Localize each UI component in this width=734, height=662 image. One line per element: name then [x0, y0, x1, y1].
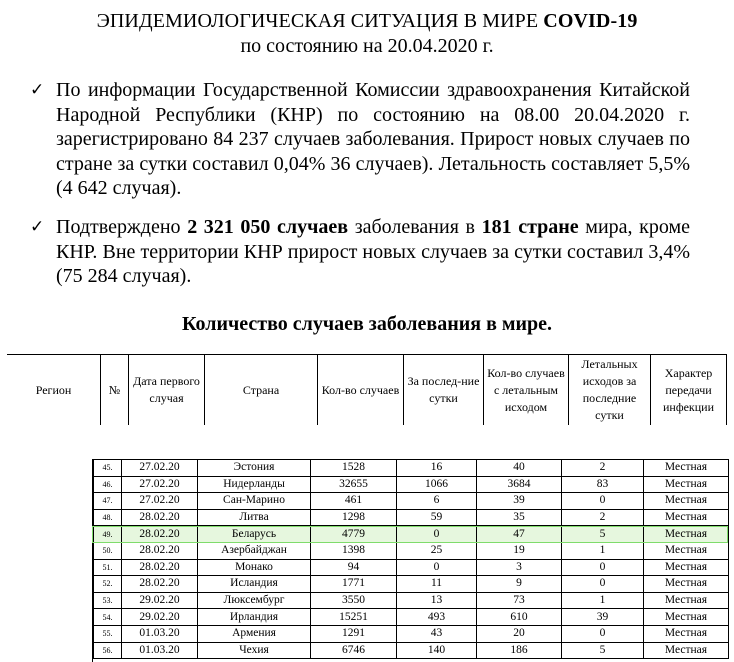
row-number: 53. — [94, 592, 122, 609]
row-deaths-day: 1 — [562, 542, 644, 559]
row-transmission: Местная — [644, 476, 729, 493]
row-deaths-day: 2 — [562, 460, 644, 477]
row-transmission: Местная — [644, 642, 729, 659]
row-country: Армения — [198, 625, 311, 642]
table-row — [94, 559, 729, 576]
row-cases: 6746 — [311, 642, 397, 659]
row-last-day: 13 — [397, 592, 477, 609]
table-row — [94, 476, 729, 493]
row-date: 28.02.20 — [122, 559, 198, 576]
bullet-world-pre: Подтверждено — [56, 216, 188, 238]
bullet-world-mid: заболевания в — [348, 216, 482, 238]
row-cases: 3550 — [311, 592, 397, 609]
row-last-day: 0 — [397, 559, 477, 576]
row-transmission: Местная — [644, 509, 729, 526]
bullet-world — [30, 215, 690, 289]
row-last-day: 6 — [397, 493, 477, 510]
row-date: 27.02.20 — [122, 493, 198, 510]
row-transmission: Местная — [644, 625, 729, 642]
table-row — [94, 509, 729, 526]
row-deaths-day: 0 — [562, 625, 644, 642]
row-deaths-day: 83 — [562, 476, 644, 493]
row-deaths: 19 — [477, 542, 562, 559]
header-country: Страна — [204, 355, 317, 425]
row-deaths-day: 0 — [562, 493, 644, 510]
table-row — [94, 592, 729, 609]
row-deaths: 47 — [477, 526, 562, 543]
row-country: Исландия — [198, 576, 311, 593]
row-deaths: 73 — [477, 592, 562, 609]
row-deaths-day: 0 — [562, 559, 644, 576]
title-main: ЭПИДЕМИОЛОГИЧЕСКАЯ СИТУАЦИЯ В МИРЕ — [96, 10, 544, 32]
row-number: 45. — [94, 460, 122, 477]
row-deaths: 39 — [477, 493, 562, 510]
row-last-day: 493 — [397, 609, 477, 626]
row-number: 51. — [94, 559, 122, 576]
row-cases: 1298 — [311, 509, 397, 526]
row-deaths: 3 — [477, 559, 562, 576]
header-last-day: За послед-ние сутки — [403, 355, 483, 425]
checkmark-icon: ✓ — [30, 217, 45, 237]
row-transmission: Местная — [644, 526, 729, 543]
row-date: 28.02.20 — [122, 576, 198, 593]
row-last-day: 0 — [397, 526, 477, 543]
table-row — [94, 493, 729, 510]
row-cases: 1771 — [311, 576, 397, 593]
table-row — [94, 542, 729, 559]
row-deaths-day: 1 — [562, 592, 644, 609]
row-date: 28.02.20 — [122, 542, 198, 559]
row-transmission: Местная — [644, 493, 729, 510]
header-transmission: Характер передачи инфекции — [650, 355, 727, 425]
row-number: 46. — [94, 476, 122, 493]
row-last-day: 25 — [397, 542, 477, 559]
row-cases: 32655 — [311, 476, 397, 493]
row-country: Эстония — [198, 460, 311, 477]
table-row — [94, 460, 729, 477]
row-last-day: 16 — [397, 460, 477, 477]
header-date: Дата первого случая — [128, 355, 204, 425]
row-deaths-day: 0 — [562, 576, 644, 593]
table-row — [94, 526, 729, 543]
row-country: Беларусь — [198, 526, 311, 543]
row-cases: 94 — [311, 559, 397, 576]
row-transmission: Местная — [644, 542, 729, 559]
row-last-day: 1066 — [397, 476, 477, 493]
cases-table — [93, 459, 729, 659]
row-number: 49. — [94, 526, 122, 543]
row-number: 55. — [94, 625, 122, 642]
header-number: № — [100, 355, 128, 425]
row-deaths: 3684 — [477, 476, 562, 493]
row-number: 47. — [94, 493, 122, 510]
row-date: 28.02.20 — [122, 526, 198, 543]
row-deaths-day: 39 — [562, 609, 644, 626]
page-subtitle: по состоянию на 20.04.2020 г. — [240, 35, 494, 57]
row-cases: 4779 — [311, 526, 397, 543]
row-cases: 1398 — [311, 542, 397, 559]
checkmark-icon: ✓ — [30, 80, 45, 100]
row-last-day: 59 — [397, 509, 477, 526]
bullet-china — [30, 78, 690, 201]
row-number: 54. — [94, 609, 122, 626]
title-bold: COVID-19 — [543, 10, 638, 32]
row-deaths-day: 5 — [562, 642, 644, 659]
bullet-world-text — [56, 215, 690, 289]
row-date: 27.02.20 — [122, 460, 198, 477]
row-transmission: Местная — [644, 559, 729, 576]
bullet-world-cases: 2 321 050 случаев — [187, 216, 349, 238]
row-country: Азербайджан — [198, 542, 311, 559]
row-transmission: Местная — [644, 460, 729, 477]
row-transmission: Местная — [644, 609, 729, 626]
row-cases: 15251 — [311, 609, 397, 626]
row-date: 01.03.20 — [122, 642, 198, 659]
row-cases: 1528 — [311, 460, 397, 477]
row-date: 01.03.20 — [122, 625, 198, 642]
row-cases: 461 — [311, 493, 397, 510]
row-date: 27.02.20 — [122, 476, 198, 493]
row-deaths: 186 — [477, 642, 562, 659]
row-country: Чехия — [198, 642, 311, 659]
row-country: Люксембург — [198, 592, 311, 609]
row-deaths: 9 — [477, 576, 562, 593]
header-cases: Кол-во случаев — [317, 355, 403, 425]
row-number: 52. — [94, 576, 122, 593]
bullet-china-text: По информации Государственной Комиссии здравоохранения Китайской Народной Республики (КНР) по состоянию на 08.00 20.04.2020 г. зарегистрировано 84 237 случаев заболевания. Прирост новых случаев по стране за сутки составил 0,04% 36 случаев). Летальность составляет 5,5% (4 642 случая). — [56, 79, 690, 199]
row-date: 29.02.20 — [122, 592, 198, 609]
table-row — [94, 576, 729, 593]
row-deaths: 35 — [477, 509, 562, 526]
row-country: Сан-Марино — [198, 493, 311, 510]
header-deaths: Кол-во случаев с летальным исходом — [483, 355, 568, 425]
table-row — [94, 625, 729, 642]
row-number: 50. — [94, 542, 122, 559]
bullet-world-post: мира, кроме КНР. Вне территории КНР прирост новых случаев за сутки составил 3,4% (75 284 случая). — [56, 216, 691, 287]
row-country: Литва — [198, 509, 311, 526]
row-last-day: 43 — [397, 625, 477, 642]
row-deaths-day: 2 — [562, 509, 644, 526]
row-transmission: Местная — [644, 592, 729, 609]
table-header — [7, 354, 727, 427]
row-deaths: 20 — [477, 625, 562, 642]
row-deaths: 610 — [477, 609, 562, 626]
row-cases: 1291 — [311, 625, 397, 642]
section-title: Количество случаев заболевания в мире. — [181, 313, 553, 335]
bullet-world-countries: 181 стране — [481, 216, 579, 238]
header-region: Регион — [35, 382, 72, 397]
row-date: 29.02.20 — [122, 609, 198, 626]
row-deaths-day: 5 — [562, 526, 644, 543]
header-deaths-day: Летальных исходов за последние сутки — [568, 355, 650, 425]
row-country: Нидерланды — [198, 476, 311, 493]
row-date: 28.02.20 — [122, 509, 198, 526]
row-country: Ирландия — [198, 609, 311, 626]
row-number: 48. — [94, 509, 122, 526]
table-row — [94, 609, 729, 626]
row-country: Монако — [198, 559, 311, 576]
row-last-day: 140 — [397, 642, 477, 659]
page-title — [0, 9, 734, 33]
table-row — [94, 642, 729, 659]
row-number: 56. — [94, 642, 122, 659]
row-deaths: 40 — [477, 460, 562, 477]
row-transmission: Местная — [644, 576, 729, 593]
row-last-day: 11 — [397, 576, 477, 593]
